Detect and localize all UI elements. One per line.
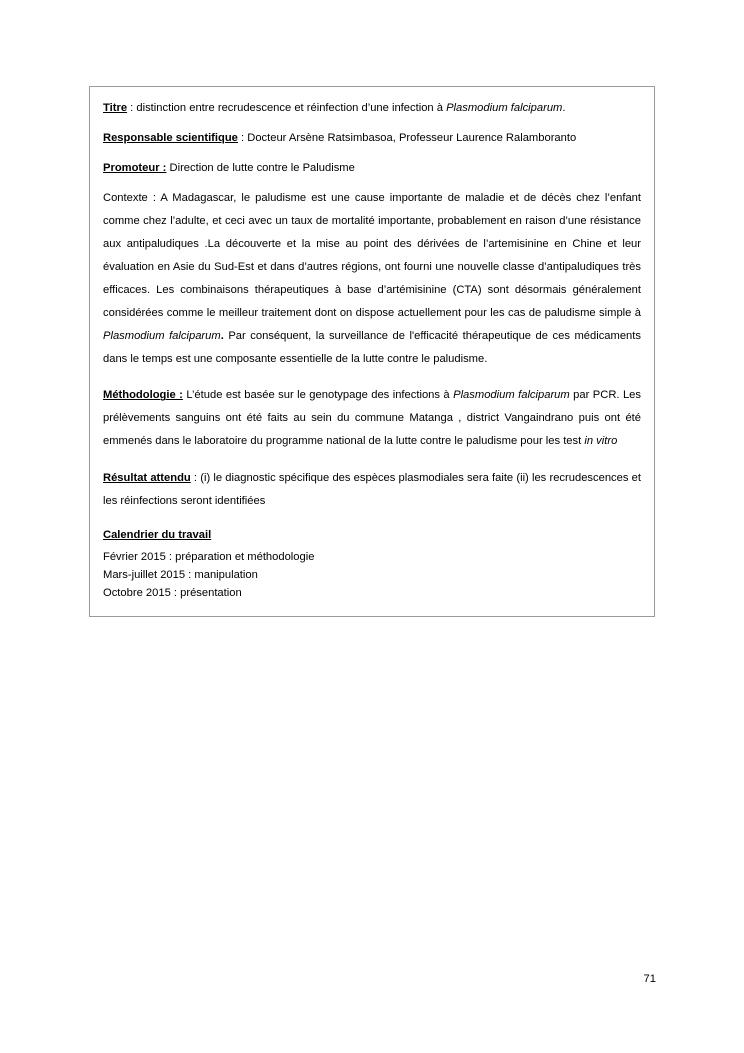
- paragraph-promoteur: [103, 157, 641, 180]
- methodologie-italic-1: Plasmodium falciparum: [453, 389, 570, 402]
- methodologie-italic-2: in vitro: [584, 435, 618, 448]
- titre-separator: :: [127, 102, 137, 114]
- calendrier-title: Calendrier du travail: [103, 529, 212, 542]
- responsable-separator: :: [237, 131, 248, 144]
- spacer-after-resultat: [103, 513, 641, 527]
- responsable-text: Docteur Arsène Ratsimbasoa, Professeur Laurence Ralamboranto: [247, 131, 577, 144]
- titre-italic-1: Plasmodium falciparum: [446, 102, 563, 114]
- label-responsable: Responsable scientifique: [103, 131, 238, 144]
- promoteur-text: Direction de lutte contre le Paludisme: [166, 161, 355, 174]
- paragraph-resultat: [103, 467, 641, 513]
- paragraph-contexte: [103, 187, 641, 371]
- label-methodologie: Méthodologie :: [103, 389, 183, 402]
- contexte-text-2: Par conséquent, la surveillance de l'efficacité thérapeutique de ces médicaments dans le temps est une composante essentielle de la lutte contre le paludisme.: [103, 329, 641, 365]
- titre-text-1: distinction entre recrudescence et réinfection d’une infection à: [136, 102, 447, 114]
- resultat-text: (i) le diagnostic spécifique des espèces plasmodiales sera faite (ii) les recrudescences et les réinfections seront identifiées: [103, 472, 641, 508]
- contexte-italic-1: Plasmodium falciparum: [103, 329, 221, 342]
- calendrier-line-2: Mars-juillet 2015 : manipulation: [103, 568, 258, 581]
- label-promoteur: Promoteur :: [103, 161, 167, 174]
- resultat-separator: :: [190, 472, 201, 485]
- contexte-bold-1: .: [220, 329, 224, 342]
- methodologie-text-2: par PCR. Les prélèvements sanguins ont été faits au sein du commune Matanga , district Vangaindrano puis ont été emmenés dans le laboratoire du programme national de la lutte contre le paludisme pour les test: [103, 389, 641, 448]
- paragraph-methodologie: [103, 384, 641, 453]
- paragraph-titre: [103, 97, 641, 120]
- calendrier-line-1: Février 2015 : préparation et méthodologie: [103, 550, 315, 563]
- label-resultat: Résultat attendu: [103, 472, 191, 485]
- label-titre: Titre: [103, 102, 128, 114]
- spacer-after-methodologie: [103, 453, 641, 467]
- titre-text-2: .: [562, 102, 566, 114]
- content-frame: [89, 86, 655, 617]
- paragraph-responsable: [103, 127, 641, 150]
- page-number: 71: [643, 973, 656, 985]
- spacer-after-contexte: [103, 370, 641, 384]
- calendrier-line-3: Octobre 2015 : présentation: [103, 586, 242, 599]
- contexte-text-1: Contexte : A Madagascar, le paludisme est une cause importante de maladie et de décès chez l’enfant comme chez l’adulte, et ceci avec un taux de mortalité importante, probablement en raison d’une résistance aux antipaludiques .La découverte et la mise au point des dérivées de l’artemisinine en Chine et leur évaluation en Asie du Sud-Est et dans d’autres régions, ont fourni une nouvelle classe d’antipaludiques très efficaces. Les combinaisons thérapeutiques à base d’artémisinine (CTA) sont désormais généralement considérées comme le meilleur traitement dont on dispose actuellement pour les cas de paludisme simple à: [103, 191, 641, 319]
- methodologie-text-1: L’étude est basée sur le genotypage des infections à: [182, 389, 454, 402]
